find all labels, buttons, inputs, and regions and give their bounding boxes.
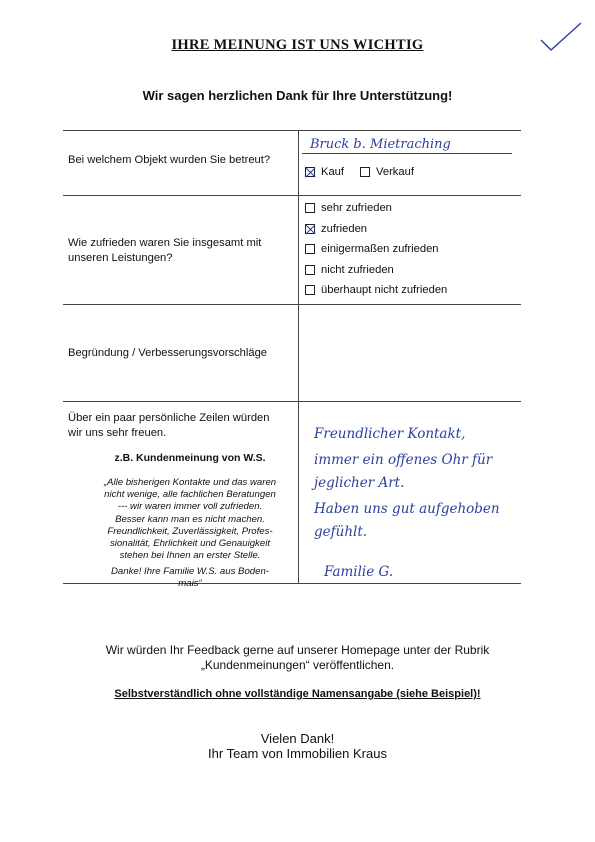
footer-thanks: Vielen Dank!	[260, 731, 335, 746]
footer-line-2: „Kundenmeinungen“ veröffentlichen.	[200, 658, 395, 672]
q1-handwritten-answer: Bruck b. Mietraching	[310, 137, 451, 152]
q2-label: Wie zufrieden waren Sie insgesamt mit unseren Leistungen?	[68, 237, 262, 264]
q4-label: Über ein paar persönliche Zeilen würden wir uns sehr freuen.	[68, 412, 270, 439]
page-title: IHRE MEINUNG IST UNS WICHTIG	[171, 37, 424, 53]
checkbox-ueberhaupt-nicht[interactable]	[305, 285, 315, 295]
handwritten-line-4: Haben uns gut aufgehoben	[314, 501, 500, 517]
handwritten-signature: Familie G.	[324, 564, 394, 580]
checkbox-einigermassen[interactable]	[305, 244, 315, 254]
example-heading: z.B. Kundenmeinung von W.S.	[114, 452, 266, 464]
q3-answer-field[interactable]	[299, 305, 521, 400]
example-quote: „Alle bisherigen Kontakte und das waren nicht wenige, alle fachlichen Beratungen --- wir waren immer voll zufrieden. Besser kann man es nicht machen. Freundlichkeit, Zuverlässigkeit, Profes- sionalität, Ehrlichkeit und Genauigkeit stehen bei Ihnen an erster Stelle.	[103, 477, 277, 562]
footer-bold-note: Selbstverständlich ohne vollständige Namensangabe (siehe Beispiel)!	[114, 688, 481, 700]
handwritten-line-5: gefühlt.	[314, 524, 368, 540]
handwritten-line-3: jeglicher Art.	[314, 475, 405, 491]
q2-option-nicht-zufrieden[interactable]: nicht zufrieden	[305, 264, 394, 276]
page-subtitle: Wir sagen herzlichen Dank für Ihre Unterstützung!	[142, 88, 453, 103]
example-signature: Danke! Ihre Familie W.S. aus Boden- mais“	[110, 566, 269, 590]
footer-line-1: Wir würden Ihr Feedback gerne auf unserer Homepage unter der Rubrik	[105, 643, 490, 657]
table-line-1	[63, 195, 521, 196]
q1-option-verkauf[interactable]: Verkauf	[360, 166, 414, 178]
q2-option-einigermassen[interactable]: einigermaßen zufrieden	[305, 243, 439, 255]
q1-label: Bei welchem Objekt wurden Sie betreut?	[68, 154, 271, 166]
checkbox-zufrieden[interactable]	[305, 224, 315, 234]
q2-option-sehr-zufrieden[interactable]: sehr zufrieden	[305, 202, 392, 214]
table-line-3	[63, 401, 521, 402]
handwritten-line-2: immer ein offenes Ohr für	[314, 452, 493, 468]
footer-team: Ihr Team von Immobilien Kraus	[208, 746, 387, 761]
q1-answer-underline	[302, 153, 512, 154]
q3-label: Begründung / Verbesserungsvorschläge	[68, 347, 268, 359]
q2-option-zufrieden[interactable]: zufrieden	[305, 223, 367, 235]
checkbox-sehr-zufrieden[interactable]	[305, 203, 315, 213]
checkbox-kauf[interactable]	[305, 167, 315, 177]
table-line-top	[63, 130, 521, 131]
handwritten-line-1: Freundlicher Kontakt,	[314, 426, 466, 442]
q2-option-ueberhaupt-nicht[interactable]: überhaupt nicht zufrieden	[305, 284, 447, 296]
q1-option-kauf[interactable]: Kauf	[305, 166, 344, 178]
checkbox-nicht-zufrieden[interactable]	[305, 265, 315, 275]
checkbox-verkauf[interactable]	[360, 167, 370, 177]
